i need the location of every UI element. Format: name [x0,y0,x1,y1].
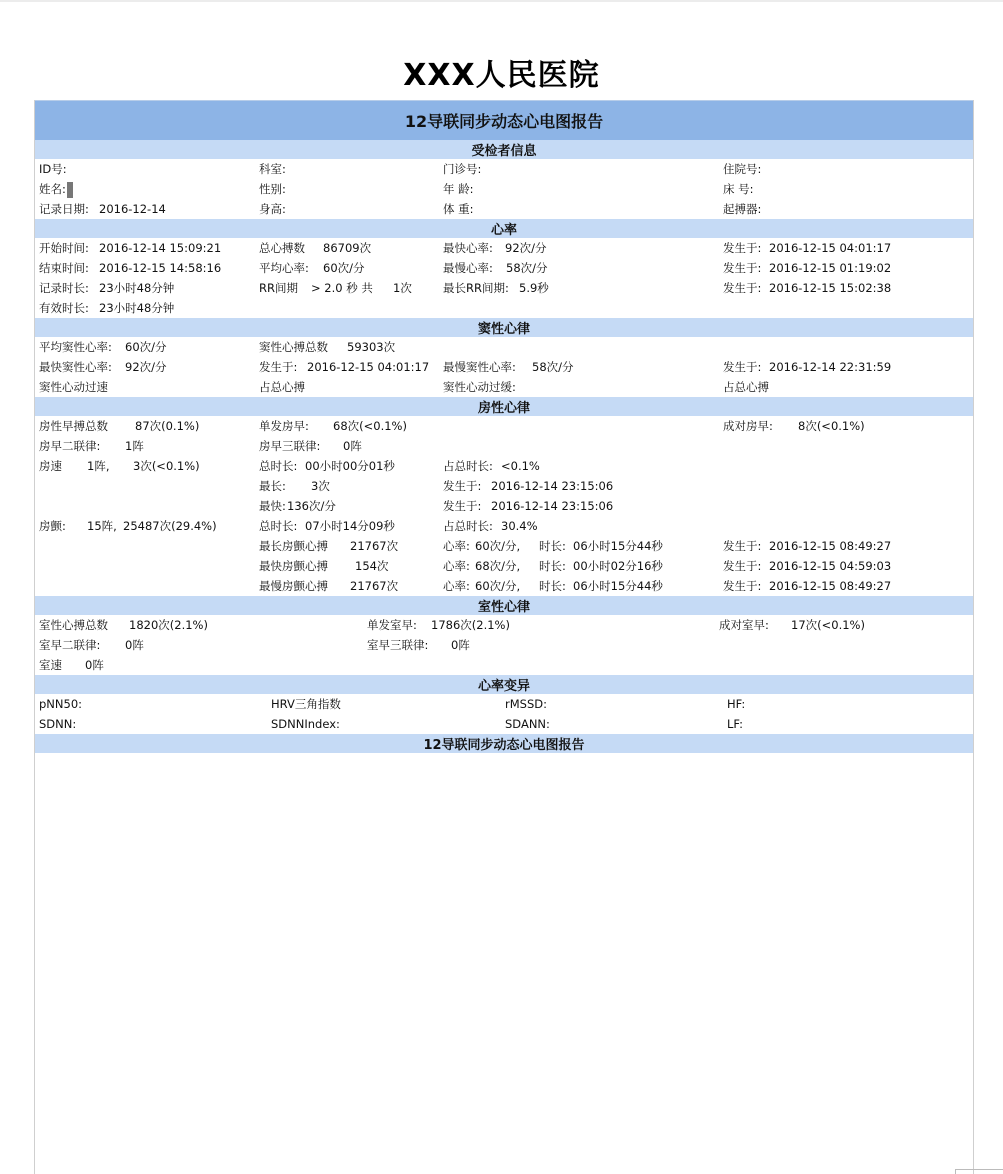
section-ventricular-rhythm: 室性心律 [35,596,973,615]
max-hr-value: 92次/分 [505,241,547,255]
sinus-row-3 [35,377,973,397]
sinus-row-2 [35,357,973,377]
af-fastest-dur-label: 时长: [539,559,566,573]
sinus-min-at-value: 2016-12-14 22:31:59 [769,360,892,374]
af-fastest-at: 2016-12-15 04:59:03 [769,559,892,573]
af-fastest-beats: 154次 [355,559,389,573]
af-longest-dur: 06小时15分44秒 [573,539,663,553]
at-runs: 1阵, [87,459,110,473]
sinus-max-label: 最快窦性心率: [39,360,112,374]
dept-label: 科室: [259,162,286,176]
af-detail-row [35,576,973,596]
total-beats-label: 总心搏数 [259,241,305,255]
section-patient-info: 受检者信息 [35,140,973,159]
atrial-row-6 [35,516,973,536]
pac-bigeminy-value: 1阵 [125,439,144,453]
af-slowest-label: 最慢房颤心搏 [259,579,328,593]
weight-label: 体 重: [443,202,474,216]
vent-row-3 [35,655,973,675]
total-beats-value: 86709次 [323,241,372,255]
sinus-total-label: 窦性心搏总数 [259,340,328,354]
hrv-rows [35,694,973,734]
af-longest-label: 最长房颤心搏 [259,539,328,553]
sinus-max-at-value: 2016-12-15 04:01:17 [307,360,430,374]
at-total-duration-value: 00小时00分01秒 [305,459,395,473]
at-longest-label: 最长: [259,479,286,493]
redacted-name [67,182,73,198]
section-atrial-rhythm: 房性心律 [35,397,973,416]
sinus-avg-label: 平均窦性心率: [39,340,112,354]
pvc-pair-value: 17次(<0.1%) [791,618,865,632]
af-label: 房颤: [39,519,66,533]
sex-label: 性别: [259,182,286,196]
pac-bigeminy-label: 房早二联律: [39,439,101,453]
atrial-row-2 [35,436,973,456]
af-fastest-hr: 68次/分, [475,559,521,573]
height-label: 身高: [259,202,286,216]
record-duration-value: 23小时48分钟 [99,281,175,295]
pac-pair-value: 8次(<0.1%) [798,419,865,433]
longest-rr-at-label: 发生于: [723,281,762,295]
report-title: 12导联同步动态心电图报告 [35,100,973,140]
af-pct-value: 30.4% [501,519,538,533]
pvc-single-label: 单发室早: [367,618,417,632]
rr-interval-count: 1次 [393,281,412,295]
af-runs: 15阵, [87,519,117,533]
end-time-value: 2016-12-15 14:58:16 [99,261,222,275]
pvc-trigeminy-value: 0阵 [451,638,470,652]
pvc-trigeminy-label: 室早三联律: [367,638,429,652]
atrial-row-4 [35,476,973,496]
af-fastest-label: 最快房颤心搏 [259,559,328,573]
af-longest-at-label: 发生于: [723,539,762,553]
atrial-row-5 [35,496,973,516]
max-hr-at-value: 2016-12-15 04:01:17 [769,241,892,255]
sinus-brady-pct-label: 占总心搏 [723,380,769,394]
rr-interval-value: > 2.0 秒 共 [311,281,373,295]
vent-row-2 [35,635,973,655]
min-hr-at-label: 发生于: [723,261,762,275]
pac-single-value: 68次(<0.1%) [333,419,407,433]
end-time-label: 结束时间: [39,261,89,275]
name-label: 姓名: [39,182,66,196]
avg-hr-value: 60次/分 [323,261,365,275]
valid-duration-label: 有效时长: [39,301,89,315]
pacemaker-label: 起搏器: [723,202,762,216]
sinus-min-value: 58次/分 [532,360,574,374]
sinus-rows [35,337,973,397]
clinic-no-label: 门诊号: [443,162,482,176]
ventricular-rows [35,615,973,675]
af-slowest-beats: 21767次 [350,579,399,593]
section-report-continued: 12导联同步动态心电图报告 [35,734,973,753]
at-fastest-at-label: 发生于: [443,499,482,513]
valid-duration-value: 23小时48分钟 [99,301,175,315]
avg-hr-label: 平均心率: [259,261,309,275]
af-beats: 25487次(29.4%) [123,519,217,533]
page-corner-marker [955,1169,1003,1174]
sinus-min-at-label: 发生于: [723,360,762,374]
af-fastest-hr-label: 心率: [443,559,470,573]
pac-total-label: 房性早搏总数 [39,419,108,433]
sinus-avg-value: 60次/分 [125,340,167,354]
sdnn-label: SDNN: [39,717,77,731]
max-hr-label: 最快心率: [443,241,493,255]
sinus-max-at-label: 发生于: [259,360,298,374]
af-slowest-hr-label: 心率: [443,579,470,593]
pvc-pair-label: 成对室早: [719,618,769,632]
longest-rr-label: 最长RR间期: [443,281,509,295]
start-time-label: 开始时间: [39,241,89,255]
at-fastest-at-value: 2016-12-14 23:15:06 [491,499,614,513]
at-label: 房速 [39,459,62,473]
af-slowest-hr: 60次/分, [475,579,521,593]
at-beats: 3次(<0.1%) [133,459,200,473]
lf-label: LF: [727,717,744,731]
af-total-duration-value: 07小时14分09秒 [305,519,395,533]
af-slowest-at-label: 发生于: [723,579,762,593]
rmssd-label: rMSSD: [505,697,547,711]
sdann-label: SDANN: [505,717,550,731]
vent-row-1 [35,615,973,635]
atrial-row-1 [35,416,973,436]
af-fastest-dur: 00小时02分16秒 [573,559,663,573]
pvc-single-value: 1786次(2.1%) [431,618,510,632]
longest-rr-value: 5.9秒 [519,281,549,295]
inpatient-no-label: 住院号: [723,162,762,176]
min-hr-value: 58次/分 [506,261,548,275]
hrv-row-2 [35,714,973,734]
hf-label: HF: [727,697,746,711]
record-date-value: 2016-12-14 [99,202,166,216]
pvc-bigeminy-value: 0阵 [125,638,144,652]
af-pct-label: 占总时长: [443,519,493,533]
af-longest-hr: 60次/分, [475,539,521,553]
ecg-report [34,100,974,1174]
vt-label: 室速 [39,658,62,672]
pnn50-label: pNN50: [39,697,83,711]
bed-label: 床 号: [723,182,754,196]
section-heart-rate: 心率 [35,219,973,238]
pac-single-label: 单发房早: [259,419,309,433]
sdnn-index-label: SDNNIndex: [271,717,340,731]
section-hrv: 心率变异 [35,675,973,694]
at-longest-at-label: 发生于: [443,479,482,493]
pvc-total-label: 室性心搏总数 [39,618,108,632]
at-fastest-value: 136次/分 [287,499,336,513]
af-slowest-at: 2016-12-15 08:49:27 [769,579,892,593]
id-label: ID号: [39,162,67,176]
pvc-total-value: 1820次(2.1%) [129,618,208,632]
pac-total-value: 87次(0.1%) [135,419,200,433]
patient-row-3 [35,199,973,219]
af-longest-at: 2016-12-15 08:49:27 [769,539,892,553]
hr-row-4 [35,298,973,318]
start-time-value: 2016-12-14 15:09:21 [99,241,222,255]
top-border [0,0,1003,2]
af-total-duration-label: 总时长: [259,519,298,533]
af-detail-row [35,536,973,556]
af-slowest-dur-label: 时长: [539,579,566,593]
atrial-row-3 [35,456,973,476]
sinus-row-1 [35,337,973,357]
af-fastest-at-label: 发生于: [723,559,762,573]
section-sinus-rhythm: 窦性心律 [35,318,973,337]
af-longest-hr-label: 心率: [443,539,470,553]
hr-row-1 [35,238,973,258]
hospital-title: XXX人民医院 [403,58,600,93]
sinus-max-value: 92次/分 [125,360,167,374]
hrv-triangular-index-label: HRV三角指数 [271,697,341,711]
hr-row-3 [35,278,973,298]
min-hr-at-value: 2016-12-15 01:19:02 [769,261,892,275]
at-longest-at-value: 2016-12-14 23:15:06 [491,479,614,493]
at-pct-value: <0.1% [501,459,540,473]
patient-row-2 [35,179,973,199]
sinus-tachy-label: 窦性心动过速 [39,380,108,394]
at-pct-label: 占总时长: [443,459,493,473]
sinus-total-value: 59303次 [347,340,396,354]
rr-interval-label: RR间期 [259,281,298,295]
sinus-min-label: 最慢窦性心率: [443,360,516,374]
sinus-brady-label: 窦性心动过缓: [443,380,516,394]
pac-pair-label: 成对房早: [723,419,773,433]
af-detail-row [35,556,973,576]
pvc-bigeminy-label: 室早二联律: [39,638,101,652]
heart-rate-rows [35,238,973,318]
at-total-duration-label: 总时长: [259,459,298,473]
patient-row-1 [35,159,973,179]
pac-trigeminy-value: 0阵 [343,439,362,453]
name-field [39,179,73,199]
max-hr-at-label: 发生于: [723,241,762,255]
longest-rr-at-value: 2016-12-15 15:02:38 [769,281,892,295]
af-longest-dur-label: 时长: [539,539,566,553]
patient-info-rows [35,159,973,219]
hr-row-2 [35,258,973,278]
age-label: 年 龄: [443,182,474,196]
af-slowest-dur: 06小时15分44秒 [573,579,663,593]
hrv-row-1 [35,694,973,714]
at-fastest-label: 最快: [259,499,286,513]
sinus-tachy-pct-label: 占总心搏 [259,380,305,394]
min-hr-label: 最慢心率: [443,261,493,275]
atrial-rows [35,416,973,596]
af-longest-beats: 21767次 [350,539,399,553]
record-date-label: 记录日期: [39,202,89,216]
pac-trigeminy-label: 房早三联律: [259,439,321,453]
record-duration-label: 记录时长: [39,281,89,295]
at-longest-value: 3次 [311,479,330,493]
vt-value: 0阵 [85,658,104,672]
